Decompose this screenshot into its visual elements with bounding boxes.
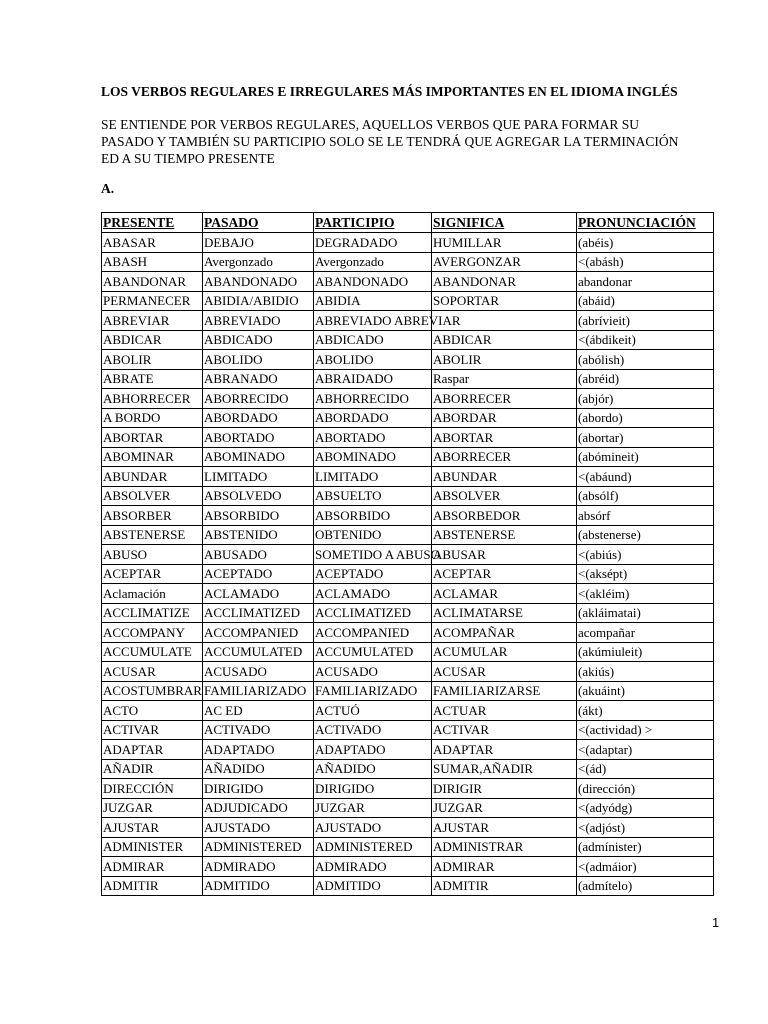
significa-cell: ACEPTAR (432, 564, 577, 584)
pasado-cell: ACUSADO (203, 662, 314, 682)
participio-cell: ADAPTADO (314, 740, 432, 760)
pasado-cell: ADAPTADO (203, 740, 314, 760)
pronunciacion-cell: (abéis) (577, 233, 714, 253)
presente-cell: ABASH (102, 252, 203, 272)
pasado-cell: ABSORBIDO (203, 506, 314, 526)
pronunciacion-cell: (abréid) (577, 369, 714, 389)
table-row (102, 779, 714, 799)
significa-cell: FAMILIARIZARSE (432, 681, 577, 701)
table-row (102, 759, 714, 779)
participio-cell: ADMINISTERED (314, 837, 432, 857)
document-title: LOS VERBOS REGULARES E IRREGULARES MÁS IMPORTANTES EN EL IDIOMA INGLÉS (101, 84, 678, 99)
participio-cell: Avergonzado (314, 252, 432, 272)
pasado-cell: ACLAMADO (203, 584, 314, 604)
presente-cell: ACCLIMATIZE (102, 603, 203, 623)
pronunciacion-cell: <(ád) (577, 759, 714, 779)
table-row (102, 467, 714, 487)
table-row (102, 350, 714, 370)
pronunciacion-cell: acompañar (577, 623, 714, 643)
pronunciacion-cell: (admínister) (577, 837, 714, 857)
table-row (102, 837, 714, 857)
pronunciacion-cell: (abáid) (577, 291, 714, 311)
pronunciacion-cell: abandonar (577, 272, 714, 292)
pronunciacion-cell: <(adaptar) (577, 740, 714, 760)
participio-cell: ACUSADO (314, 662, 432, 682)
significa-cell: ADMITIR (432, 876, 577, 896)
presente-cell: ACCUMULATE (102, 642, 203, 662)
pasado-cell: ABDICADO (203, 330, 314, 350)
significa-cell: ABUNDAR (432, 467, 577, 487)
participio-cell: DIRIGIDO (314, 779, 432, 799)
participio-cell: AJUSTADO (314, 818, 432, 838)
significa-cell: ABSTENERSE (432, 525, 577, 545)
pronunciacion-cell: <(aksépt) (577, 564, 714, 584)
significa-cell: SOPORTAR (432, 291, 577, 311)
participio-cell: DEGRADADO (314, 233, 432, 253)
table-row (102, 486, 714, 506)
significa-cell: ACUMULAR (432, 642, 577, 662)
pasado-cell: ACTIVADO (203, 720, 314, 740)
pronunciacion-cell: (abstenerse) (577, 525, 714, 545)
significa-cell: ACOMPAÑAR (432, 623, 577, 643)
table-row (102, 603, 714, 623)
header-significa: SIGNIFICA (432, 213, 577, 233)
page-number: 1 (712, 915, 720, 930)
presente-cell: ABDICAR (102, 330, 203, 350)
pronunciacion-cell: <(adjóst) (577, 818, 714, 838)
presente-cell: ACEPTAR (102, 564, 203, 584)
header-pasado: PASADO (203, 213, 314, 233)
intro-line: PASADO Y TAMBIÉN SU PARTICIPIO SOLO SE LE TENDRÁ QUE AGREGAR LA TERMINACIÓN (101, 134, 679, 149)
significa-cell: ACTUAR (432, 701, 577, 721)
participio-cell: ABREVIADO ABREVIAR (314, 311, 432, 331)
pronunciacion-cell: <(ábdikeit) (577, 330, 714, 350)
pronunciacion-cell: (abómineit) (577, 447, 714, 467)
presente-cell: PERMANECER (102, 291, 203, 311)
table-row (102, 662, 714, 682)
table-row (102, 252, 714, 272)
intro-line: ED A SU TIEMPO PRESENTE (101, 151, 275, 166)
significa-cell: ABUSAR (432, 545, 577, 565)
significa-cell: ABORTAR (432, 428, 577, 448)
presente-cell: Aclamación (102, 584, 203, 604)
pasado-cell: ADJUDICADO (203, 798, 314, 818)
participio-cell: SOMETIDO A ABUSO (314, 545, 432, 565)
significa-cell: ABORRECER (432, 447, 577, 467)
presente-cell: AJUSTAR (102, 818, 203, 838)
pasado-cell: ABREVIADO (203, 311, 314, 331)
participio-cell: ABRAIDADO (314, 369, 432, 389)
significa-cell: ABDICAR (432, 330, 577, 350)
pasado-cell: ABRANADO (203, 369, 314, 389)
pasado-cell: AJUSTADO (203, 818, 314, 838)
significa-cell: ADAPTAR (432, 740, 577, 760)
presente-cell: ABOLIR (102, 350, 203, 370)
participio-cell: ADMITIDO (314, 876, 432, 896)
table-row (102, 311, 714, 331)
pasado-cell: ABORDADO (203, 408, 314, 428)
pasado-cell: FAMILIARIZADO (203, 681, 314, 701)
table-row (102, 740, 714, 760)
pronunciacion-cell: (admítelo) (577, 876, 714, 896)
presente-cell: ACTIVAR (102, 720, 203, 740)
presente-cell: ACUSAR (102, 662, 203, 682)
significa-cell: HUMILLAR (432, 233, 577, 253)
table-row (102, 818, 714, 838)
presente-cell: ABREVIAR (102, 311, 203, 331)
verbs-table (101, 212, 714, 896)
intro-line: SE ENTIENDE POR VERBOS REGULARES, AQUELLOS VERBOS QUE PARA FORMAR SU (101, 117, 639, 132)
presente-cell: ABORTAR (102, 428, 203, 448)
pasado-cell: ACCLIMATIZED (203, 603, 314, 623)
presente-cell: ABOMINAR (102, 447, 203, 467)
significa-cell: ACTIVAR (432, 720, 577, 740)
participio-cell: ADMIRADO (314, 857, 432, 877)
pronunciacion-cell: (abordo) (577, 408, 714, 428)
significa-cell: SUMAR,AÑADIR (432, 759, 577, 779)
pronunciacion-cell: (akuáint) (577, 681, 714, 701)
pronunciacion-cell: (abortar) (577, 428, 714, 448)
pasado-cell: ACEPTADO (203, 564, 314, 584)
table-row (102, 428, 714, 448)
pronunciacion-cell: (abólish) (577, 350, 714, 370)
table-row (102, 389, 714, 409)
presente-cell: ADMIRAR (102, 857, 203, 877)
table-row (102, 642, 714, 662)
participio-cell: ACLAMADO (314, 584, 432, 604)
participio-cell: ACCUMULATED (314, 642, 432, 662)
participio-cell: ABIDIA (314, 291, 432, 311)
participio-cell: ABSORBIDO (314, 506, 432, 526)
presente-cell: JUZGAR (102, 798, 203, 818)
presente-cell: ADMITIR (102, 876, 203, 896)
participio-cell: ABOMINADO (314, 447, 432, 467)
participio-cell: ABORDADO (314, 408, 432, 428)
table-row (102, 525, 714, 545)
pronunciacion-cell: (dirección) (577, 779, 714, 799)
pasado-cell: ADMITIDO (203, 876, 314, 896)
table-row (102, 408, 714, 428)
presente-cell: ADMINISTER (102, 837, 203, 857)
table-row (102, 369, 714, 389)
pasado-cell: ADMINISTERED (203, 837, 314, 857)
table-row (102, 584, 714, 604)
intro-paragraph (101, 116, 721, 167)
table-row (102, 798, 714, 818)
presente-cell: ABUNDAR (102, 467, 203, 487)
pasado-cell: ABOLIDO (203, 350, 314, 370)
presente-cell: ABSOLVER (102, 486, 203, 506)
pronunciacion-cell: <(abásh) (577, 252, 714, 272)
significa-cell: ABOLIR (432, 350, 577, 370)
pronunciacion-cell: absórf (577, 506, 714, 526)
significa-cell: AVERGONZAR (432, 252, 577, 272)
table-row (102, 233, 714, 253)
significa-cell: ABANDONAR (432, 272, 577, 292)
presente-cell: ABSORBER (102, 506, 203, 526)
table-row (102, 857, 714, 877)
participio-cell: ACEPTADO (314, 564, 432, 584)
pasado-cell: ADMIRADO (203, 857, 314, 877)
table-row (102, 330, 714, 350)
significa-cell: ACLAMAR (432, 584, 577, 604)
table-row (102, 701, 714, 721)
header-presente: PRESENTE (102, 213, 203, 233)
pronunciacion-cell: (akiús) (577, 662, 714, 682)
pronunciacion-cell: <(akléim) (577, 584, 714, 604)
presente-cell: A BORDO (102, 408, 203, 428)
pronunciacion-cell: (absólf) (577, 486, 714, 506)
pasado-cell: ABUSADO (203, 545, 314, 565)
pasado-cell: ABORTADO (203, 428, 314, 448)
pronunciacion-cell: <(admáior) (577, 857, 714, 877)
pasado-cell: ABSOLVEDO (203, 486, 314, 506)
presente-cell: AÑADIR (102, 759, 203, 779)
significa-cell: ABORDAR (432, 408, 577, 428)
significa-cell: ADMINISTRAR (432, 837, 577, 857)
pasado-cell: AC ED (203, 701, 314, 721)
table-row (102, 447, 714, 467)
participio-cell: ABHORRECIDO (314, 389, 432, 409)
presente-cell: ACOSTUMBRAR (102, 681, 203, 701)
significa-cell: Raspar (432, 369, 577, 389)
presente-cell: ACCOMPANY (102, 623, 203, 643)
participio-cell: JUZGAR (314, 798, 432, 818)
pasado-cell: Avergonzado (203, 252, 314, 272)
presente-cell: ABASAR (102, 233, 203, 253)
pronunciacion-cell: (abjór) (577, 389, 714, 409)
table-row (102, 272, 714, 292)
pasado-cell: DEBAJO (203, 233, 314, 253)
table-row (102, 720, 714, 740)
pronunciacion-cell: <(adyódg) (577, 798, 714, 818)
table-row (102, 291, 714, 311)
presente-cell: ACTO (102, 701, 203, 721)
significa-cell: DIRIGIR (432, 779, 577, 799)
significa-cell: ABORRECER (432, 389, 577, 409)
significa-cell: ABSOLVER (432, 486, 577, 506)
presente-cell: ABRATE (102, 369, 203, 389)
pasado-cell: ABOMINADO (203, 447, 314, 467)
participio-cell: ACCOMPANIED (314, 623, 432, 643)
participio-cell: OBTENIDO (314, 525, 432, 545)
pronunciacion-cell: <(actividad) > (577, 720, 714, 740)
pasado-cell: DIRIGIDO (203, 779, 314, 799)
pronunciacion-cell: (abrívieit) (577, 311, 714, 331)
participio-cell: FAMILIARIZADO (314, 681, 432, 701)
presente-cell: ABUSO (102, 545, 203, 565)
presente-cell: ABSTENERSE (102, 525, 203, 545)
significa-cell: ADMIRAR (432, 857, 577, 877)
table-row (102, 564, 714, 584)
pasado-cell: ABSTENIDO (203, 525, 314, 545)
section-letter: A. (101, 181, 115, 196)
significa-cell: ACLIMATARSE (432, 603, 577, 623)
pasado-cell: LIMITADO (203, 467, 314, 487)
participio-cell: ACTIVADO (314, 720, 432, 740)
pronunciacion-cell: (akúmiuleit) (577, 642, 714, 662)
presente-cell: ADAPTAR (102, 740, 203, 760)
header-participio: PARTICIPIO (314, 213, 432, 233)
significa-cell: JUZGAR (432, 798, 577, 818)
pronunciacion-cell: (akláimatai) (577, 603, 714, 623)
pasado-cell: ACCOMPANIED (203, 623, 314, 643)
pasado-cell: ABANDONADO (203, 272, 314, 292)
table-body (102, 233, 714, 896)
significa-cell: ABSORBEDOR (432, 506, 577, 526)
pasado-cell: ACCUMULATED (203, 642, 314, 662)
presente-cell: ABHORRECER (102, 389, 203, 409)
table-row (102, 681, 714, 701)
significa-cell: ACUSAR (432, 662, 577, 682)
pronunciacion-cell: <(abáund) (577, 467, 714, 487)
table-header-row (102, 213, 714, 233)
participio-cell: LIMITADO (314, 467, 432, 487)
header-pronunciacion: PRONUNCIACIÓN (577, 213, 714, 233)
presente-cell: DIRECCIÓN (102, 779, 203, 799)
pronunciacion-cell: (ákt) (577, 701, 714, 721)
table-row (102, 506, 714, 526)
participio-cell: ABSUELTO (314, 486, 432, 506)
pasado-cell: AÑADIDO (203, 759, 314, 779)
participio-cell: ABANDONADO (314, 272, 432, 292)
pasado-cell: ABIDIA/ABIDIO (203, 291, 314, 311)
pasado-cell: ABORRECIDO (203, 389, 314, 409)
table-row (102, 876, 714, 896)
participio-cell: ABDICADO (314, 330, 432, 350)
participio-cell: ACTUÓ (314, 701, 432, 721)
pronunciacion-cell: <(abiús) (577, 545, 714, 565)
significa-cell: AJUSTAR (432, 818, 577, 838)
presente-cell: ABANDONAR (102, 272, 203, 292)
participio-cell: ABOLIDO (314, 350, 432, 370)
table-row (102, 623, 714, 643)
table-row (102, 545, 714, 565)
participio-cell: AÑADIDO (314, 759, 432, 779)
participio-cell: ABORTADO (314, 428, 432, 448)
participio-cell: ACCLIMATIZED (314, 603, 432, 623)
